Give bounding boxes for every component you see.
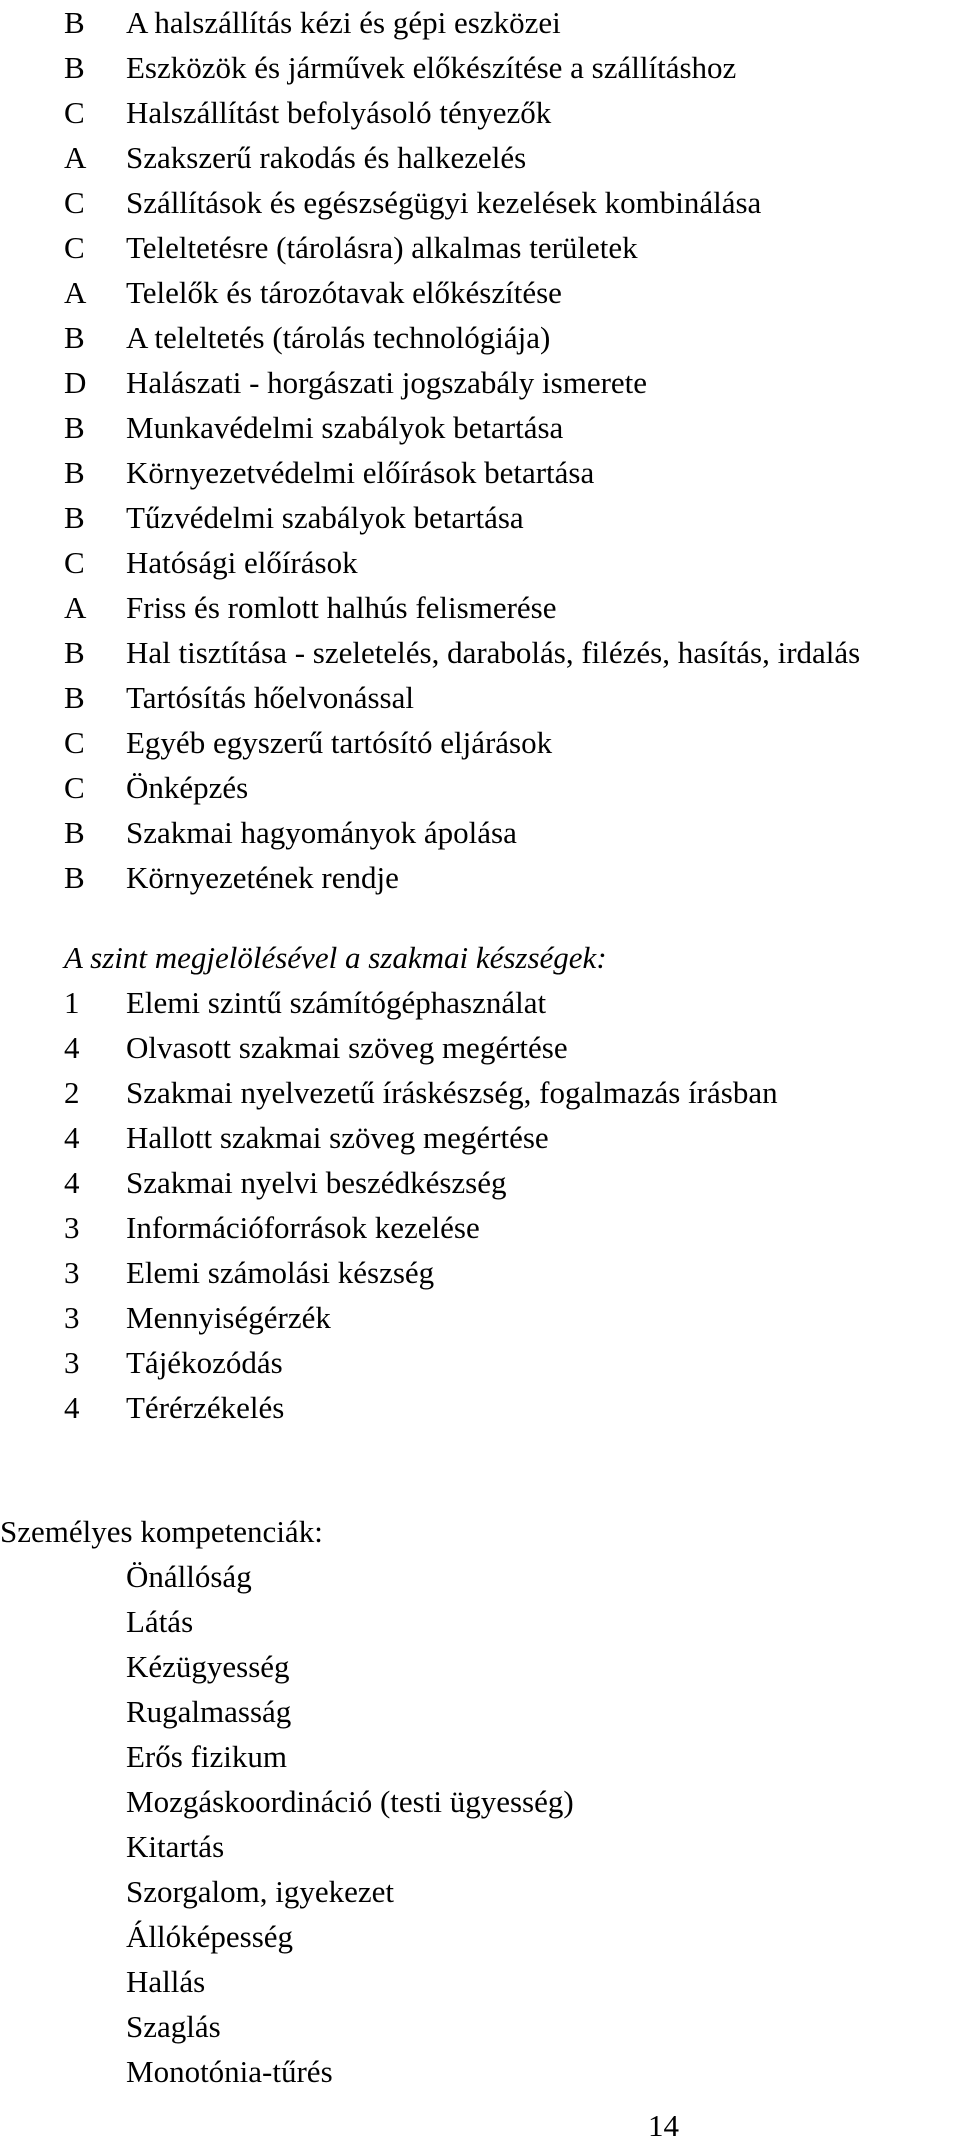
- knowledge-row: [0, 45, 960, 90]
- level-code: B: [64, 50, 85, 85]
- knowledge-list: [0, 0, 960, 900]
- knowledge-row: [0, 0, 960, 45]
- level-code: 3: [64, 1300, 80, 1335]
- item-label: Munkavédelmi szabályok betartása: [126, 410, 564, 445]
- knowledge-row: [0, 855, 960, 900]
- page-number: 14: [648, 2108, 679, 2143]
- competency-item: [0, 1554, 960, 1599]
- level-code: B: [64, 455, 85, 490]
- level-code: 2: [64, 1075, 80, 1110]
- level-code: 4: [64, 1120, 80, 1155]
- item-label: Mennyiségérzék: [126, 1300, 331, 1335]
- skills-list: [0, 980, 960, 1430]
- knowledge-row: [0, 765, 960, 810]
- item-label: Szakmai nyelvi beszédkészség: [126, 1165, 507, 1200]
- knowledge-row: [0, 630, 960, 675]
- knowledge-row: [0, 225, 960, 270]
- item-label: Hallott szakmai szöveg megértése: [126, 1120, 549, 1155]
- competency-item: [0, 2004, 960, 2049]
- item-label: Elemi számolási készség: [126, 1255, 435, 1290]
- skill-row: [0, 1025, 960, 1070]
- competency-item: [0, 1959, 960, 2004]
- item-label: Friss és romlott halhús felismerése: [126, 590, 557, 625]
- level-code: 4: [64, 1390, 80, 1425]
- competency-item: [0, 1644, 960, 1689]
- competency-label: Hallás: [126, 1964, 206, 1999]
- knowledge-row: [0, 360, 960, 405]
- item-label: Szakmai hagyományok ápolása: [126, 815, 517, 850]
- item-label: Elemi szintű számítógéphasználat: [126, 985, 547, 1020]
- item-label: Önképzés: [126, 770, 249, 805]
- competency-label: Erős fizikum: [126, 1739, 287, 1774]
- competency-label: Rugalmasság: [126, 1694, 292, 1729]
- skill-row: [0, 1115, 960, 1160]
- competency-label: Monotónia-tűrés: [126, 2054, 333, 2089]
- competency-label: Mozgáskoordináció (testi ügyesség): [126, 1784, 574, 1819]
- skill-row: [0, 1070, 960, 1115]
- item-label: Hatósági előírások: [126, 545, 358, 580]
- level-code: B: [64, 680, 85, 715]
- item-label: Környezetének rendje: [126, 860, 399, 895]
- item-label: Információforrások kezelése: [126, 1210, 480, 1245]
- knowledge-row: [0, 810, 960, 855]
- level-code: B: [64, 815, 85, 850]
- level-code: C: [64, 545, 85, 580]
- level-code: 4: [64, 1165, 80, 1200]
- item-label: Szállítások és egészségügyi kezelések kombinálása: [126, 185, 762, 220]
- level-code: B: [64, 410, 85, 445]
- item-label: Halszállítást befolyásoló tényezők: [126, 95, 552, 130]
- item-label: Környezetvédelmi előírások betartása: [126, 455, 595, 490]
- competency-item: [0, 1779, 960, 1824]
- competency-label: Kézügyesség: [126, 1649, 290, 1684]
- competency-item: [0, 1914, 960, 1959]
- knowledge-row: [0, 540, 960, 585]
- level-code: A: [64, 275, 87, 310]
- level-code: 3: [64, 1345, 80, 1380]
- level-code: C: [64, 725, 85, 760]
- knowledge-row: [0, 720, 960, 765]
- item-label: Eszközök és járművek előkészítése a szállításhoz: [126, 50, 737, 85]
- competency-item: [0, 1734, 960, 1779]
- knowledge-row: [0, 450, 960, 495]
- knowledge-row: [0, 495, 960, 540]
- item-label: A teleltetés (tárolás technológiája): [126, 320, 551, 355]
- competency-label: Önállóság: [126, 1559, 252, 1594]
- item-label: Olvasott szakmai szöveg megértése: [126, 1030, 568, 1065]
- personal-competencies-heading: Személyes kompetenciák:: [0, 1514, 323, 1549]
- item-label: Szakmai nyelvezetű íráskészség, fogalmazás írásban: [126, 1075, 778, 1110]
- level-code: 1: [64, 985, 80, 1020]
- skills-heading: A szint megjelölésével a szakmai készségek:: [64, 940, 607, 975]
- competency-label: Látás: [126, 1604, 194, 1639]
- level-code: B: [64, 320, 85, 355]
- competency-label: Szorgalom, igyekezet: [126, 1874, 395, 1909]
- item-label: Teleltetésre (tárolásra) alkalmas területek: [126, 230, 638, 265]
- knowledge-row: [0, 315, 960, 360]
- item-label: Telelők és tározótavak előkészítése: [126, 275, 562, 310]
- skill-row: [0, 1295, 960, 1340]
- skill-row: [0, 980, 960, 1025]
- skill-row: [0, 1250, 960, 1295]
- knowledge-row: [0, 585, 960, 630]
- knowledge-row: [0, 405, 960, 450]
- personal-competencies-list: [0, 1554, 960, 2094]
- knowledge-row: [0, 90, 960, 135]
- competency-label: Kitartás: [126, 1829, 225, 1864]
- item-label: Halászati - horgászati jogszabály ismerete: [126, 365, 648, 400]
- level-code: 4: [64, 1030, 80, 1065]
- competency-label: Szaglás: [126, 2009, 221, 2044]
- item-label: Egyéb egyszerű tartósító eljárások: [126, 725, 553, 760]
- level-code: A: [64, 590, 87, 625]
- competency-item: [0, 2049, 960, 2094]
- competency-item: [0, 1869, 960, 1914]
- level-code: B: [64, 500, 85, 535]
- skill-row: [0, 1385, 960, 1430]
- item-label: Tűzvédelmi szabályok betartása: [126, 500, 524, 535]
- level-code: C: [64, 95, 85, 130]
- item-label: Szakszerű rakodás és halkezelés: [126, 140, 527, 175]
- knowledge-row: [0, 270, 960, 315]
- level-code: C: [64, 770, 85, 805]
- skill-row: [0, 1340, 960, 1385]
- knowledge-row: [0, 180, 960, 225]
- level-code: B: [64, 860, 85, 895]
- level-code: B: [64, 635, 85, 670]
- skill-row: [0, 1160, 960, 1205]
- competency-label: Állóképesség: [126, 1919, 294, 1954]
- level-code: A: [64, 140, 87, 175]
- level-code: 3: [64, 1255, 80, 1290]
- knowledge-row: [0, 675, 960, 720]
- competency-item: [0, 1689, 960, 1734]
- skill-row: [0, 1205, 960, 1250]
- level-code: C: [64, 185, 85, 220]
- item-label: Tartósítás hőelvonással: [126, 680, 414, 715]
- item-label: A halszállítás kézi és gépi eszközei: [126, 5, 561, 40]
- item-label: Térérzékelés: [126, 1390, 285, 1425]
- level-code: 3: [64, 1210, 80, 1245]
- knowledge-row: [0, 135, 960, 180]
- level-code: D: [64, 365, 87, 400]
- level-code: C: [64, 230, 85, 265]
- item-label: Hal tisztítása - szeletelés, darabolás, filézés, hasítás, irdalás: [126, 635, 861, 670]
- level-code: B: [64, 5, 85, 40]
- competency-item: [0, 1824, 960, 1869]
- competency-item: [0, 1599, 960, 1644]
- item-label: Tájékozódás: [126, 1345, 283, 1380]
